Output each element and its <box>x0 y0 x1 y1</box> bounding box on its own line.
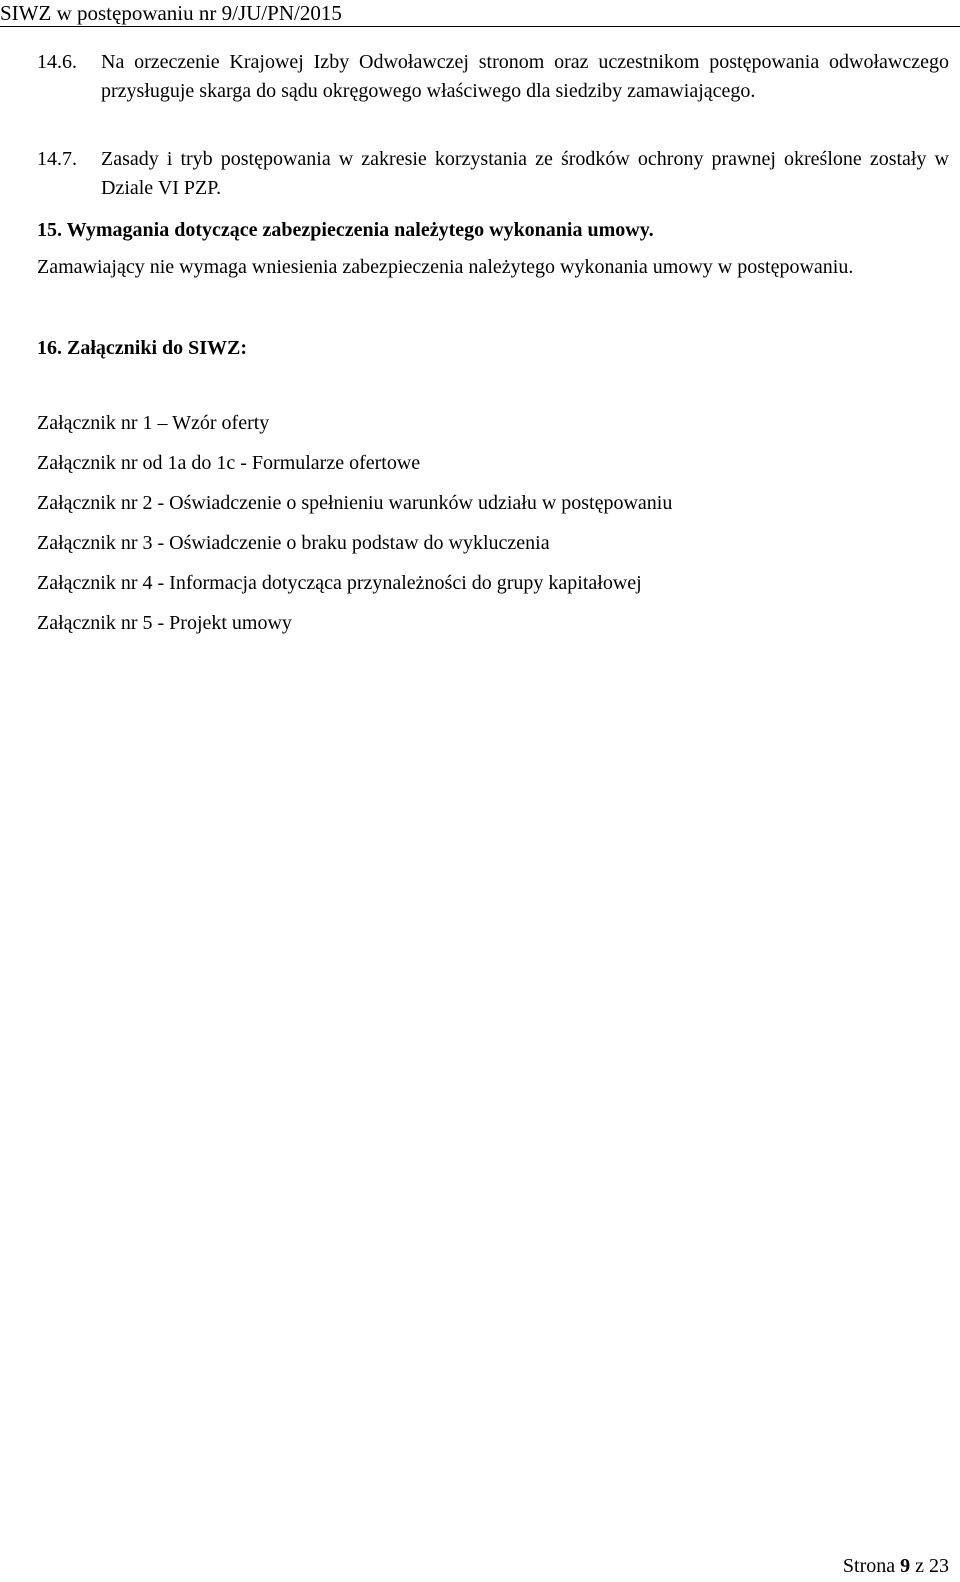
section-15-heading: 15. Wymagania dotyczące zabezpieczenia należytego wykonania umowy. <box>37 219 654 241</box>
section-16-heading: 16. Załączniki do SIWZ: <box>37 337 248 359</box>
attachment-item-6: Załącznik nr 5 - Projekt umowy <box>37 612 292 634</box>
page-separator: z <box>915 1555 924 1577</box>
attachment-item-2: Załącznik nr od 1a do 1c - Formularze ofertowe <box>37 452 421 474</box>
attachment-item-5: Załącznik nr 4 - Informacja dotycząca przynależności do grupy kapitałowej <box>37 572 642 594</box>
section-15-text: Zamawiający nie wymaga wniesienia zabezpieczenia należytego wykonania umowy w postępowaniu. <box>37 256 854 278</box>
attachment-item-4: Załącznik nr 3 - Oświadczenie o braku podstaw do wykluczenia <box>37 532 550 554</box>
paragraph-number: 14.7. <box>37 148 77 170</box>
page-footer <box>843 1553 949 1579</box>
document-title: SIWZ w postępowaniu nr 9/JU/PN/2015 <box>0 1 342 25</box>
paragraph-text: Na orzeczenie Krajowej Izby Odwoławczej stronom oraz uczestnikom postępowania odwoławczego przysługuje skarga do sądu okręgowego właściwego dla siedziby zamawiającego. <box>101 51 949 102</box>
paragraph-text: Zasady i tryb postępowania w zakresie korzystania ze środków ochrony prawnej określone zostały w Dziale VI PZP. <box>101 148 949 199</box>
attachment-item-3: Załącznik nr 2 - Oświadczenie o spełnieniu warunków udziału w postępowaniu <box>37 492 673 514</box>
paragraph-14-7 <box>37 145 949 203</box>
page-label: Strona <box>842 1555 896 1577</box>
page-header <box>0 0 960 27</box>
attachment-item-1: Załącznik nr 1 – Wzór oferty <box>37 412 270 434</box>
current-page-number: 9 <box>900 1555 911 1577</box>
paragraph-number: 14.6. <box>37 51 77 73</box>
total-pages: 23 <box>929 1555 949 1577</box>
paragraph-14-6 <box>37 48 949 106</box>
